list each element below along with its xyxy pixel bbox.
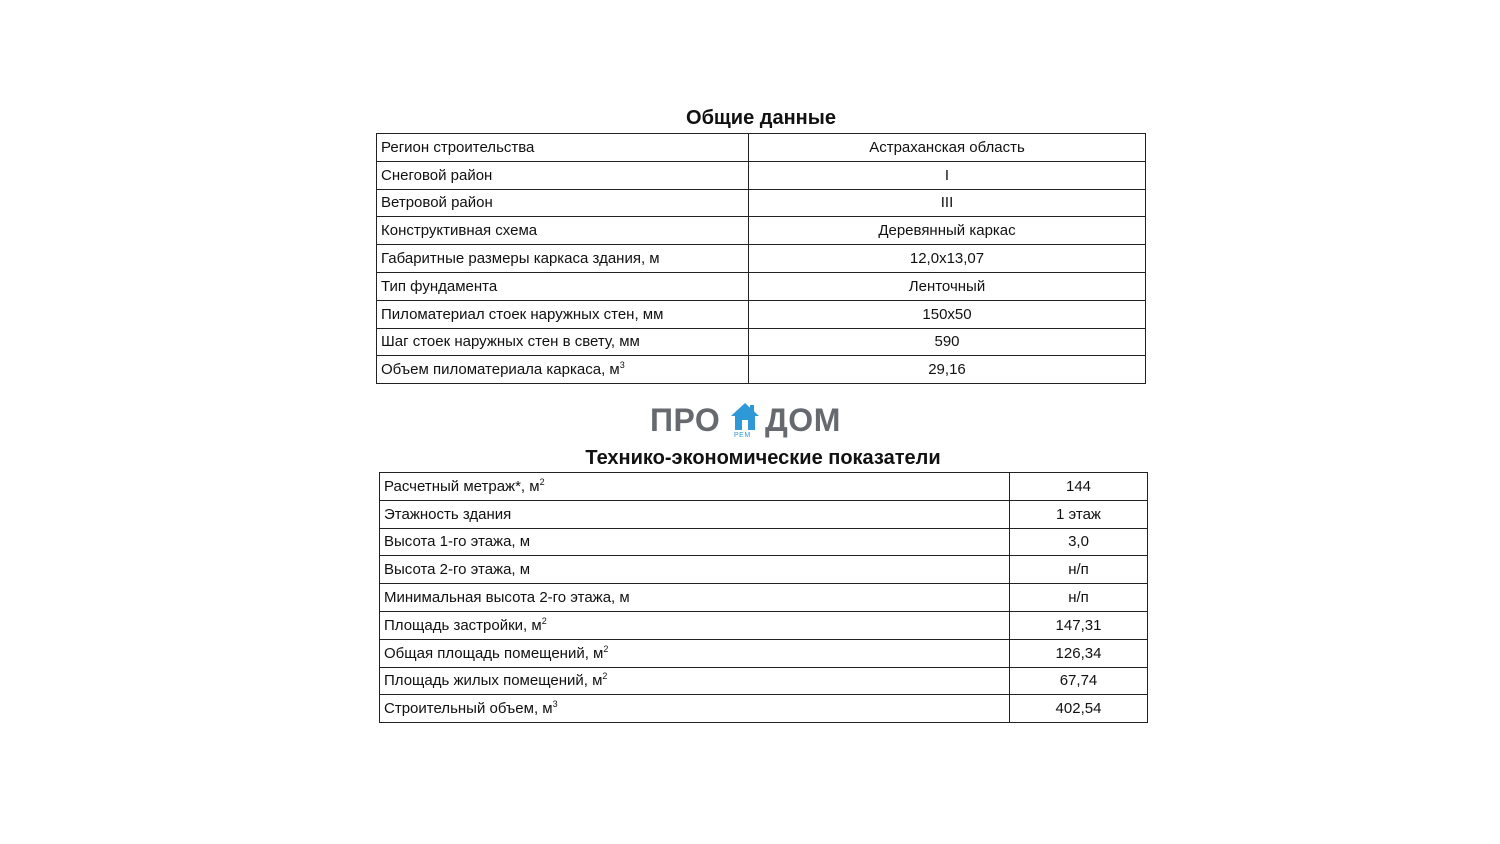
row-label: Регион строительства (381, 138, 535, 156)
table-row (380, 611, 1148, 639)
row-value: 12,0х13,07 (749, 245, 1146, 273)
row-label: Снеговой район (381, 166, 493, 184)
row-label: Расчетный метраж*, м (384, 477, 540, 495)
row-label: Высота 1-го этажа, м (384, 533, 531, 551)
row-value: I (749, 161, 1146, 189)
unit-superscript: 2 (541, 615, 547, 626)
table-row (380, 695, 1148, 723)
row-label: Шаг стоек наружных стен в свету, мм (381, 333, 640, 351)
row-label: Габаритные размеры каркаса здания, м (381, 250, 660, 268)
row-label-cell (380, 500, 1010, 528)
row-label: Общая площадь помещений, м (384, 644, 604, 662)
tech-indicators-body (380, 473, 1148, 723)
unit-superscript: 3 (552, 699, 558, 710)
general-data-body (377, 134, 1146, 384)
row-label-cell (377, 217, 749, 245)
row-label-cell (380, 611, 1010, 639)
general-data-title: Общие данные (686, 107, 836, 129)
row-label-cell (377, 328, 749, 356)
row-label: Этажность здания (384, 505, 512, 523)
table-row (377, 161, 1146, 189)
unit-superscript: 2 (539, 476, 545, 487)
row-value: н/п (1010, 556, 1148, 584)
row-label: Высота 2-го этажа, м (384, 561, 531, 579)
row-value: Астраханская область (749, 134, 1146, 162)
row-label: Ветровой район (381, 194, 493, 212)
logo-word-dom: ДОМ (765, 402, 841, 438)
general-data-table (376, 133, 1146, 384)
table-row (377, 245, 1146, 273)
row-label-cell (380, 584, 1010, 612)
row-value: 150х50 (749, 300, 1146, 328)
row-value: 29,16 (749, 356, 1146, 384)
row-label-cell (377, 245, 749, 273)
row-label: Тип фундамента (381, 277, 498, 295)
table-row (380, 667, 1148, 695)
row-label: Минимальная высота 2-го этажа, м (384, 589, 630, 607)
table-row (377, 217, 1146, 245)
unit-superscript: 2 (602, 671, 608, 682)
table-row (377, 189, 1146, 217)
unit-superscript: 2 (603, 643, 609, 654)
row-value: Деревянный каркас (749, 217, 1146, 245)
row-label-cell (380, 556, 1010, 584)
row-label: Строительный объем, м (384, 700, 553, 718)
row-value: 144 (1010, 473, 1148, 501)
row-label: Конструктивная схема (381, 222, 538, 240)
tech-indicators-title: Технико-экономические показатели (585, 447, 941, 469)
row-value: 147,31 (1010, 611, 1148, 639)
table-row (377, 272, 1146, 300)
row-value: Ленточный (749, 272, 1146, 300)
row-value: 402,54 (1010, 695, 1148, 723)
row-value: 67,74 (1010, 667, 1148, 695)
row-label: Площадь застройки, м (384, 616, 542, 634)
row-value: 1 этаж (1010, 500, 1148, 528)
table-row (377, 134, 1146, 162)
logo-tag: РЕМ (734, 432, 751, 439)
row-label-cell (380, 667, 1010, 695)
logo-word-pro: ПРО (650, 402, 721, 438)
row-label-cell (380, 528, 1010, 556)
row-label: Объем пиломатериала каркаса, м (381, 361, 620, 379)
table-row (380, 528, 1148, 556)
row-value: III (749, 189, 1146, 217)
row-label-cell (380, 473, 1010, 501)
table-row (380, 500, 1148, 528)
table-row (380, 556, 1148, 584)
row-value: н/п (1010, 584, 1148, 612)
row-label: Пиломатериал стоек наружных стен, мм (381, 305, 664, 323)
row-label-cell (377, 300, 749, 328)
table-row (380, 584, 1148, 612)
row-label-cell (377, 272, 749, 300)
row-label-cell (380, 639, 1010, 667)
row-label-cell (380, 695, 1010, 723)
row-label-cell (377, 356, 749, 384)
table-row (380, 473, 1148, 501)
row-value: 590 (749, 328, 1146, 356)
row-value: 126,34 (1010, 639, 1148, 667)
table-row (377, 356, 1146, 384)
prodom-logo (650, 400, 850, 442)
tech-indicators-table (379, 472, 1148, 723)
table-row (377, 300, 1146, 328)
row-label-cell (377, 134, 749, 162)
row-label-cell (377, 189, 749, 217)
table-row (377, 328, 1146, 356)
table-row (380, 639, 1148, 667)
row-value: 3,0 (1010, 528, 1148, 556)
row-label-cell (377, 161, 749, 189)
unit-superscript: 3 (619, 360, 625, 371)
row-label: Площадь жилых помещений, м (384, 672, 603, 690)
